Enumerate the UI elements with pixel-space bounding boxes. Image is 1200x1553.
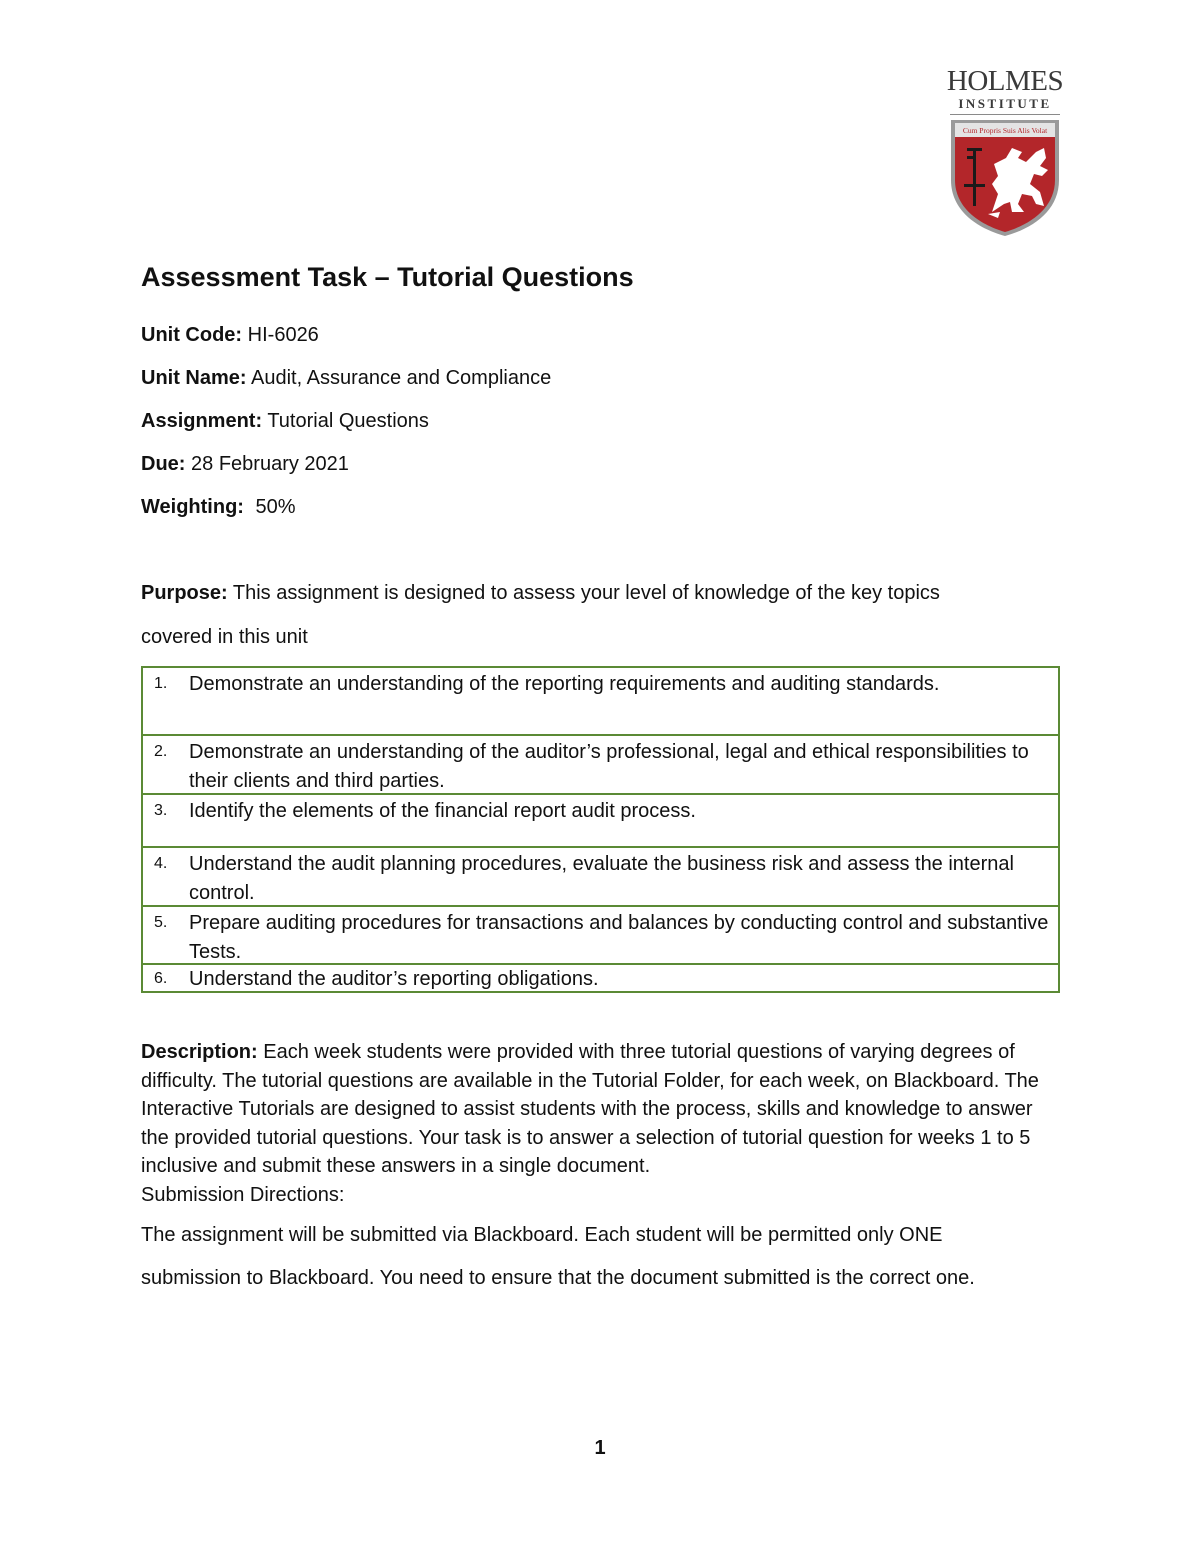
outcome-text: Prepare auditing procedures for transactions and balances by conducting control and substantive Tests. <box>189 912 1049 963</box>
assignment-line <box>141 410 429 433</box>
outcome-number: 1. <box>154 675 168 692</box>
unit-name-label: Unit Name: <box>141 367 247 389</box>
purpose-line-2: covered in this unit <box>141 626 308 648</box>
due-line <box>141 453 349 476</box>
unit-name-value: Audit, Assurance and Compliance <box>251 367 552 389</box>
unit-code-value: HI-6026 <box>247 324 319 346</box>
purpose-line-1 <box>141 582 940 605</box>
table-row <box>143 963 1058 991</box>
table-row <box>143 734 1058 793</box>
logo-name: HOLMES <box>946 65 1064 97</box>
submission-line-1: The assignment will be submitted via Blackboard. Each student will be permitted only ONE <box>141 1224 943 1246</box>
logo-subtitle: INSTITUTE <box>958 96 1052 111</box>
table-row <box>143 846 1058 905</box>
weighting-label: Weighting: <box>141 496 244 518</box>
assignment-value: Tutorial Questions <box>267 410 429 432</box>
outcome-text: Understand the audit planning procedures, evaluate the business risk and assess the internal control. <box>189 853 1014 904</box>
outcome-text: Understand the auditor’s reporting obligations. <box>189 968 599 990</box>
outcome-number: 2. <box>154 743 168 760</box>
purpose-label: Purpose: <box>141 582 228 604</box>
outcome-number: 4. <box>154 855 168 872</box>
description-paragraph <box>141 1038 1061 1209</box>
description-label: Description: <box>141 1041 258 1063</box>
unit-code-label: Unit Code: <box>141 324 243 346</box>
weighting-line <box>141 496 296 519</box>
table-row <box>143 668 1058 734</box>
outcome-text: Demonstrate an understanding of the auditor’s professional, legal and ethical responsibilities to their clients and third parties. <box>189 741 1029 792</box>
outcome-number: 5. <box>154 914 168 931</box>
outcome-number: 6. <box>154 970 168 987</box>
due-label: Due: <box>141 453 186 475</box>
holmes-institute-logo <box>944 66 1066 238</box>
submission-directions-heading: Submission Directions: <box>141 1183 345 1206</box>
table-row <box>143 793 1058 846</box>
unit-name-line <box>141 367 551 390</box>
table-row <box>143 905 1058 963</box>
outcome-number: 3. <box>154 802 168 819</box>
learning-outcomes-table <box>141 666 1060 993</box>
due-value: 28 February 2021 <box>191 453 349 475</box>
submission-line-2: submission to Blackboard. You need to ensure that the document submitted is the correct one. <box>141 1267 975 1289</box>
assignment-label: Assignment: <box>141 410 263 432</box>
document-title: Assessment Task – Tutorial Questions <box>141 262 634 292</box>
shield-griffin-icon <box>948 118 1062 238</box>
page-number: 1 <box>594 1437 606 1459</box>
purpose-text-1: This assignment is designed to assess your level of knowledge of the key topics <box>232 582 940 604</box>
description-text: Each week students were provided with three tutorial questions of varying degrees of difficulty. The tutorial questions are available in the Tutorial Folder, for each week, on Blackboard. The Interactive Tutorials are designed to assist students with the process, skills and knowledge to answer the provided tutorial questions. Your task is to answer a selection of tutorial question for weeks 1 to 5 inclusive and submit these answers in a single document. <box>141 1041 1039 1177</box>
unit-code-line <box>141 324 319 347</box>
logo-divider <box>950 114 1060 115</box>
weighting-value: 50% <box>255 496 296 518</box>
logo-motto: Cum Propris Suis Alis Volat <box>962 126 1048 135</box>
outcome-text: Identify the elements of the financial report audit process. <box>189 800 696 822</box>
outcome-text: Demonstrate an understanding of the reporting requirements and auditing standards. <box>189 673 940 695</box>
